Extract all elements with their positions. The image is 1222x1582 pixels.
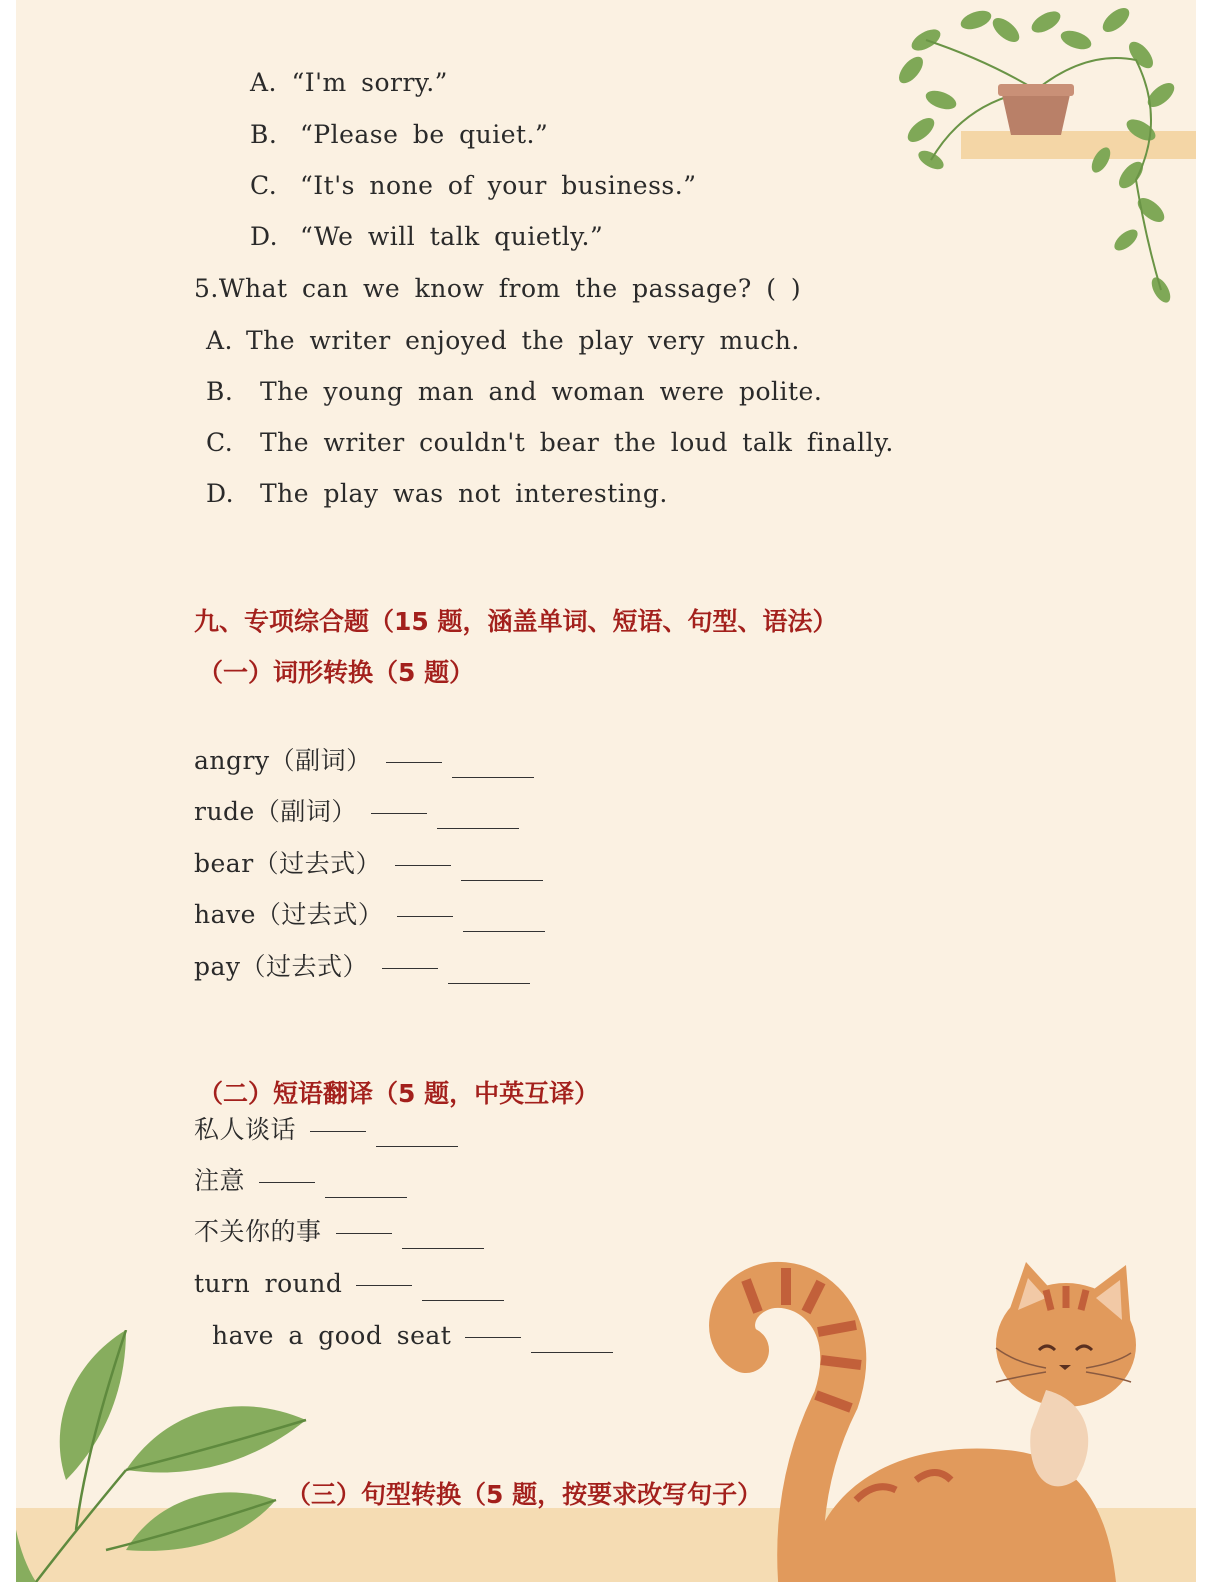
q4-option-c: C. “It's none of your business.” [250,171,697,200]
leaves-icon [16,1330,336,1582]
word-form-item: have（过去式） [194,898,545,932]
q4-option-a: A. “I'm sorry.” [250,68,448,97]
dash [395,865,451,866]
answer-blank[interactable] [437,802,519,829]
potted-plant-icon [886,0,1196,310]
dash [356,1285,412,1286]
section-title: 九、专项综合题（15 题，涵盖单词、短语、句型、语法） [194,607,838,636]
phrase-item: 不关你的事 [194,1215,484,1249]
q5-option-b: B. The young man and woman were polite. [206,377,823,406]
document-page [16,0,1196,1582]
dash [386,762,442,763]
q5-option-d: D. The play was not interesting. [206,479,668,508]
answer-blank[interactable] [452,751,534,778]
part1-title: （一）词形转换（5 题） [198,658,475,687]
answer-blank[interactable] [461,854,543,881]
dash [336,1233,392,1234]
answer-blank[interactable] [325,1171,407,1198]
dash [259,1182,315,1183]
dash [465,1337,521,1338]
dash [371,813,427,814]
word-form-item: bear（过去式） [194,847,543,881]
word-form-item: pay（过去式） [194,950,530,984]
phrase-item: 私人谈话 [194,1113,458,1147]
answer-blank[interactable] [402,1222,484,1249]
phrase-item: have a good seat [212,1319,613,1353]
answer-blank[interactable] [376,1120,458,1147]
answer-blank[interactable] [463,905,545,932]
part2-title: （二）短语翻译（5 题，中英互译） [198,1079,600,1108]
cat-icon [706,1250,1146,1582]
phrase-item: turn round [194,1267,504,1301]
q5-question: 5.What can we know from the passage? ( ) [194,274,802,303]
answer-blank[interactable] [531,1326,613,1353]
dash [397,916,453,917]
q4-option-d: D. “We will talk quietly.” [250,222,604,251]
word-form-item: angry（副词） [194,744,534,778]
dash [382,968,438,969]
q5-option-a: A. The writer enjoyed the play very much. [206,326,800,355]
q4-option-b: B. “Please be quiet.” [250,120,549,149]
answer-blank[interactable] [448,957,530,984]
answer-blank[interactable] [422,1274,504,1301]
word-form-item: rude（副词） [194,795,519,829]
part3-title: （三）句型转换（5 题，按要求改写句子） [286,1480,763,1509]
q5-option-c: C. The writer couldn't bear the loud talk finally. [206,428,894,457]
dash [310,1131,366,1132]
phrase-item: 注意 [194,1164,407,1198]
